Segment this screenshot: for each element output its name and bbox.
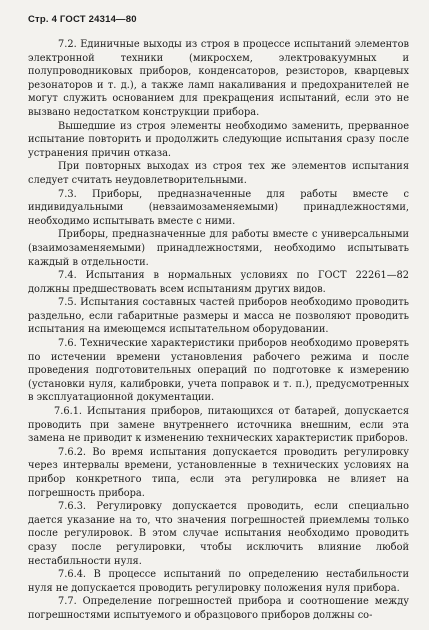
paragraph-7-6-1: 7.6.1. Испытания приборов, питающихся от батарей, допускается проводить при замене внутреннего источника внешним, если эта замена не приводит к изменению технических характеристик приборов. bbox=[28, 406, 409, 445]
paragraph-7-6: 7.6. Технические характеристики приборов необходимо проверять по истечении времени установления рабочего режима и после проведения подготовительных операций по подготовке к измерению (установки нуля, калибровки, учета поправок и т. п.), предусмотренных в эксплуатационной документации. bbox=[28, 338, 409, 404]
paragraph-7-4: 7.4. Испытания в нормальных условиях по ГОСТ 22261—82 должны предшествовать всем испытаниям других видов. bbox=[28, 270, 409, 295]
paragraph-7-6-4: 7.6.4. В процессе испытаний по определению нестабильности нуля не допускается проводить регулировку положения нуля прибора. bbox=[28, 569, 409, 594]
paragraph-7-6-3: 7.6.3. Регулировку допускается проводить, если специально дается указание на то, что значения погрешностей приемлемы только после регулировок. В этом случае испытания необходимо проводить сразу после регулировки, чтобы исключить влияние любой нестабильности нуля. bbox=[28, 501, 409, 567]
paragraph-7-2: 7.2. Единичные выходы из строя в процессе испытаний элементов электронной техники (микросхем, электровакуумных и полупроводниковых приборов, конденсаторов, резисторов, кварцевых резонаторов и т. д.), а также ламп накаливания и предохранителей не могут служить основанием для прекращения испытаний, если это не вызвано недостатком конструкции прибора. bbox=[28, 39, 409, 118]
paragraph-7-5: 7.5. Испытания составных частей приборов необходимо проводить раздельно, если габаритные размеры и масса не позволяют проводить испытания на имеющемся испытательном оборудовании. bbox=[28, 297, 409, 336]
paragraph-replace-elements: Вышедшие из строя элементы необходимо заменить, прерванное испытание повторить и продолжить следующие испытания сразу после устранения причин отказа. bbox=[28, 120, 409, 159]
paragraph-7-3: 7.3. Приборы, предназначенные для работы вместе с индивидуальными (невзаимозаменяемыми) принадлежностями, необходимо испытывать вместе с ними. bbox=[28, 188, 409, 227]
paragraph-7-7: 7.7. Определение погрешностей прибора и соотношение между погрешностями испытуемого и образцового приборов должны со- bbox=[28, 596, 409, 621]
page-header: Стр. 4 ГОСТ 24314—80 bbox=[28, 14, 137, 25]
paragraph-repeated-failures: При повторных выходах из строя тех же элементов испытания следует считать неудовлетворительными. bbox=[28, 161, 409, 186]
document-body bbox=[28, 38, 409, 623]
paragraph-universal-accessories: Приборы, предназначенные для работы вместе с универсальными (взаимозаменяемыми) принадлежностями, необходимо испытывать каждый в отдельности. bbox=[28, 229, 409, 268]
paragraph-7-6-2: 7.6.2. Во время испытания допускается проводить регулировку через интервалы времени, установленные в технических условиях на прибор конкретного типа, если эта регулировка не влияет на погрешность прибора. bbox=[28, 446, 409, 499]
